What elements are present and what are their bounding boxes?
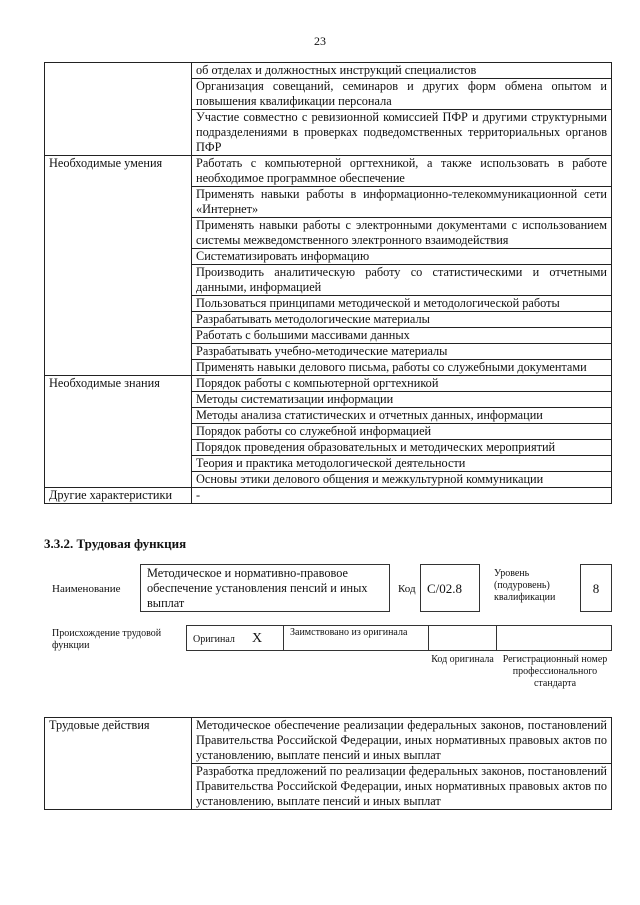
code-label: Код bbox=[398, 583, 416, 595]
table-cell: Разрабатывать методологические материалы bbox=[192, 312, 612, 328]
level-value: 8 bbox=[580, 564, 612, 612]
skills-table bbox=[44, 62, 612, 504]
reg-number-caption: Регистрационный номер профессионального стандарта bbox=[502, 654, 608, 689]
table-cell: Порядок работы со служебной информацией bbox=[192, 424, 612, 440]
table-cell: Производить аналитическую работу со статистическими и отчетными данными, информацией bbox=[192, 265, 612, 296]
table-cell: Систематизировать информацию bbox=[192, 249, 612, 265]
function-code: C/02.8 bbox=[420, 564, 480, 612]
table-cell: Участие совместно с ревизионной комиссией ПФР и другими структурными подразделениями в проверках подведомственных территориальных органов ПФР bbox=[192, 110, 612, 156]
table-cell: Работать с компьютерной оргтехникой, а также использовать в работе необходимое программное обеспечение bbox=[192, 156, 612, 187]
function-name: Методическое и нормативно-правовое обеспечение установления пенсий и иных выплат bbox=[140, 564, 390, 612]
table-cell: Организация совещаний, семинаров и других форм обмена опытом и повышения квалификации персонала bbox=[192, 79, 612, 110]
table-cell: Методы анализа статистических и отчетных данных, информации bbox=[192, 408, 612, 424]
table-cell: Порядок проведения образовательных и методических мероприятий bbox=[192, 440, 612, 456]
original-label: Оригинал bbox=[193, 634, 235, 645]
row-group-label: Необходимые умения bbox=[45, 156, 192, 376]
table-cell: Методическое обеспечение реализации федеральных законов, постановлений Правительства Российской Федерации, иных нормативных правовых актов по установлению, выплате пенсий и иных выплат bbox=[192, 718, 612, 764]
original-code-cell bbox=[428, 625, 497, 651]
row-group-label: Необходимые знания bbox=[45, 376, 192, 488]
table-row bbox=[45, 156, 612, 187]
reg-number-cell bbox=[496, 625, 612, 651]
table-cell: Основы этики делового общения и межкультурной коммуникации bbox=[192, 472, 612, 488]
orig-code-caption: Код оригинала bbox=[431, 654, 494, 665]
table-row bbox=[45, 718, 612, 764]
table-row bbox=[45, 488, 612, 504]
table-cell: Порядок работы с компьютерной оргтехникой bbox=[192, 376, 612, 392]
table-cell: Разрабатывать учебно-методические материалы bbox=[192, 344, 612, 360]
table-row bbox=[45, 376, 612, 392]
table-cell: Применять навыки работы в информационно-телекоммуникационной сети «Интернет» bbox=[192, 187, 612, 218]
table-cell: Работать с большими массивами данных bbox=[192, 328, 612, 344]
table-cell: Пользоваться принципами методической и методологической работы bbox=[192, 296, 612, 312]
table-cell: Разработка предложений по реализации федеральных законов, постановлений Правительства Российской Федерации, иных нормативных правовых актов по установлению, выплате пенсий и иных выплат bbox=[192, 764, 612, 810]
table-cell: Методы систематизации информации bbox=[192, 392, 612, 408]
table-cell: об отделах и должностных инструкций специалистов bbox=[192, 63, 612, 79]
section-title: 3.3.2. Трудовая функция bbox=[44, 536, 187, 551]
table-cell: Применять навыки делового письма, работы со служебными документами bbox=[192, 360, 612, 376]
table-cell: Применять навыки работы с электронными документами с использованием системы межведомственного электронного взаимодействия bbox=[192, 218, 612, 249]
table-cell: - bbox=[192, 488, 612, 504]
labor-actions-table bbox=[44, 717, 612, 810]
row-group-label: Трудовые действия bbox=[45, 718, 192, 810]
original-mark: X bbox=[251, 631, 263, 646]
page-number: 23 bbox=[314, 34, 326, 48]
table-cell: Теория и практика методологической деятельности bbox=[192, 456, 612, 472]
row-group-label: Другие характеристики bbox=[45, 488, 192, 504]
row-group-label bbox=[45, 63, 192, 156]
table-row bbox=[45, 63, 612, 79]
origin-label: Происхождение трудовой функции bbox=[52, 628, 162, 651]
name-label: Наименование bbox=[52, 583, 121, 595]
original-cell bbox=[186, 625, 284, 651]
borrowed-cell: Заимствовано из оригинала bbox=[283, 625, 429, 651]
level-label: Уровень (подуровень) квалификации bbox=[494, 568, 556, 603]
